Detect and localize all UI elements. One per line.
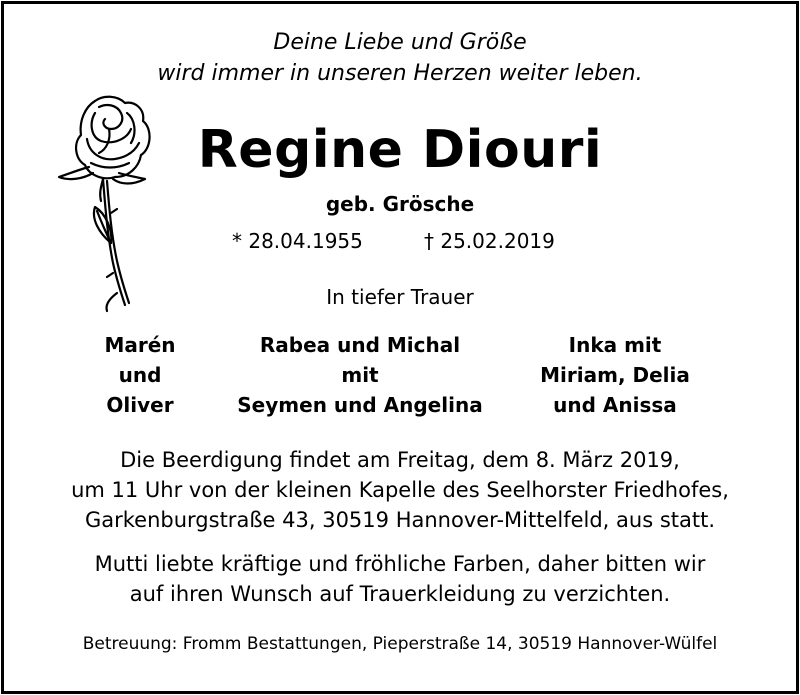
funeral-line-3: Garkenburgstraße 43, 30519 Hannover-Mittelfeld, aus statt. [84,508,716,532]
quote-line-2: wird immer in unseren Herzen weiter leben. [157,61,643,86]
family-line: Miriam, Delia [540,363,690,387]
family-line: Marén [104,333,176,357]
family-line: Rabea und Michal [259,333,461,357]
birth-date: * 28.04.1955 [232,229,363,253]
family-line: Inka mit [568,333,662,357]
request-line-1: Mutti liebte kräftige und fröhliche Farben, daher bitten wir [94,552,706,576]
maiden-name: geb. Grösche [325,192,475,216]
family-line: und Anissa [553,393,677,417]
deceased-name: Regine Diouri [197,120,603,180]
quote-line-1: Deine Liebe und Größe [273,30,527,55]
family-line: Seymen und Angelina [237,393,483,417]
family-line: und [118,363,162,387]
funeral-line-1: Die Beerdigung findet am Freitag, dem 8. März 2019, [120,448,680,472]
funeral-line-2: um 11 Uhr von der kleinen Kapelle des Seelhorster Friedhofes, [71,478,729,502]
request-line-2: auf ihren Wunsch auf Trauerkleidung zu verzichten. [129,582,671,606]
footer-credit: Betreuung: Fromm Bestattungen, Pieperstraße 14, 30519 Hannover-Wülfel [82,634,718,654]
rose-icon [55,93,165,318]
family-column-1 [60,330,220,420]
family-line: Oliver [106,393,174,417]
mourning-text: In tiefer Trauer [326,285,474,309]
family-column-3 [515,330,715,420]
death-date: † 25.02.2019 [424,229,555,253]
family-line: mit [341,363,379,387]
family-column-2 [225,330,495,420]
